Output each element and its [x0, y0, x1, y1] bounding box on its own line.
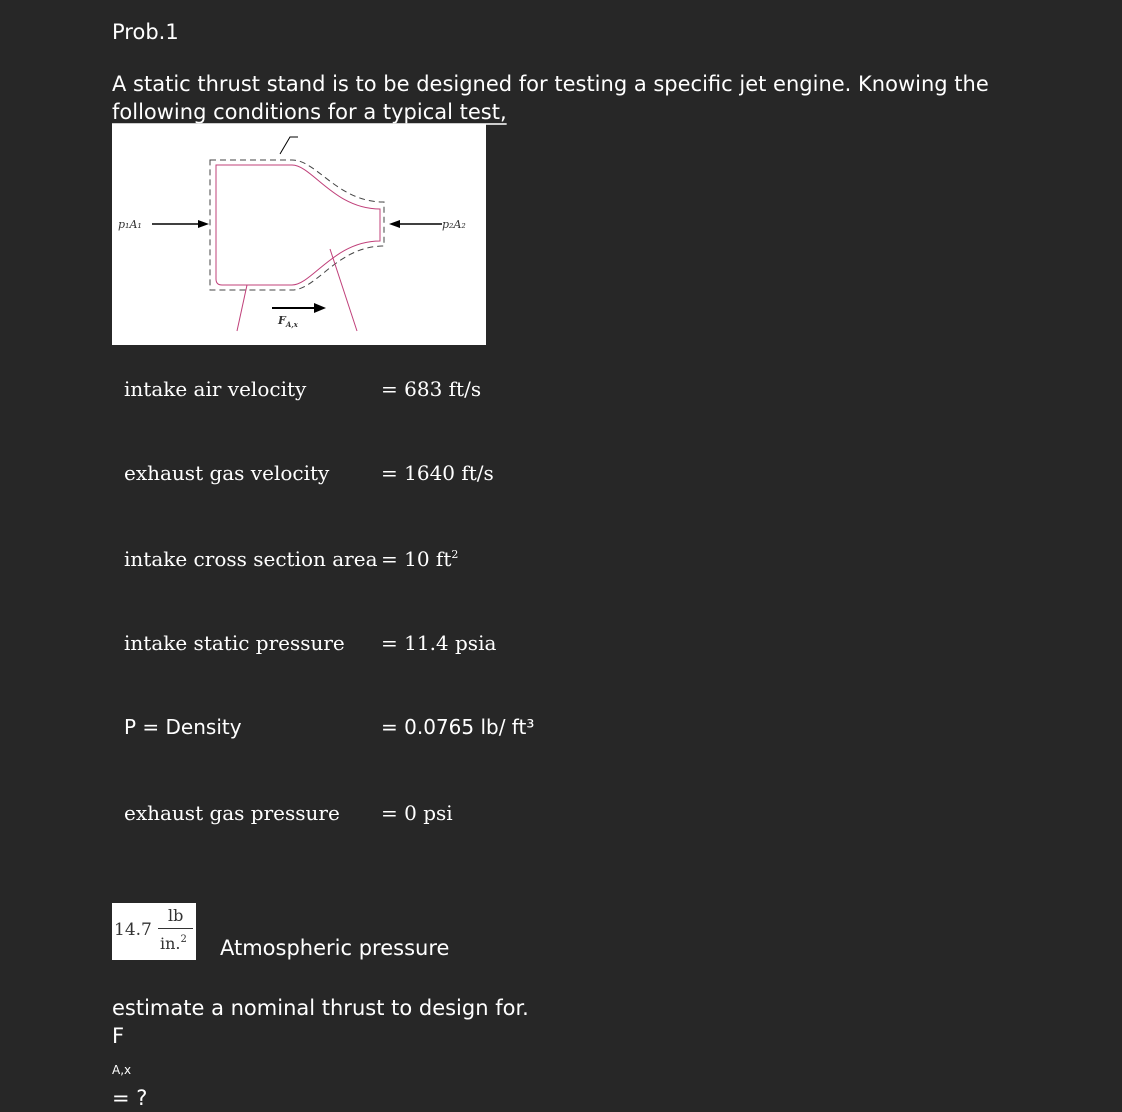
condition-value-exhaust-pressure: = 0 psi [381, 801, 453, 825]
unit-denominator: in.$^2$ [160, 934, 187, 953]
unit-numerator: lb [168, 906, 184, 925]
atmospheric-pressure-label: Atmospheric pressure [220, 936, 450, 960]
intro-line-2: following conditions for a typical test, [112, 100, 507, 124]
closing-line: estimate a nominal thrust to design for. [112, 996, 529, 1020]
force-label: $F_{A,x}$ [278, 314, 298, 329]
atmospheric-pressure-formula [112, 903, 196, 960]
condition-value-intake-velocity: = 683 ft/s [381, 377, 482, 401]
condition-value-intake-pressure: = 11.4 psia [381, 631, 497, 655]
condition-label-intake-area: intake cross section area [124, 547, 378, 571]
condition-label-intake-pressure: intake static pressure [124, 631, 345, 655]
outlet-pressure-area-label: p₂A₂ [442, 218, 466, 231]
condition-value-intake-area: = 10 $ft^2$ [381, 547, 459, 571]
fraction-bar [158, 928, 193, 929]
condition-label-exhaust-pressure: exhaust gas pressure [124, 801, 340, 825]
control-volume-label: Control volume [299, 132, 399, 147]
condition-label-exhaust-velocity: exhaust gas velocity [124, 461, 330, 485]
problem-statement [112, 70, 1012, 126]
intro-line-1: A static thrust stand is to be designed for testing a specific jet engine. Knowing the [112, 72, 989, 96]
condition-value-density: = 0.0765 lb/ ft³ [381, 715, 535, 739]
atmospheric-pressure-value: 14.7 [114, 920, 152, 940]
fax-question: F $_{A,x}$ = ? [112, 1024, 148, 1110]
condition-label-intake-velocity: intake air velocity [124, 377, 307, 401]
closing-question [112, 994, 529, 1112]
problem-title: Prob.1 [112, 20, 179, 44]
condition-label-density: P = Density [124, 715, 242, 739]
figure-background [112, 124, 486, 345]
inlet-pressure-area-label: p₁A₁ [118, 218, 142, 231]
condition-value-exhaust-velocity: = 1640 ft/s [381, 461, 494, 485]
control-volume-diagram [112, 124, 486, 345]
